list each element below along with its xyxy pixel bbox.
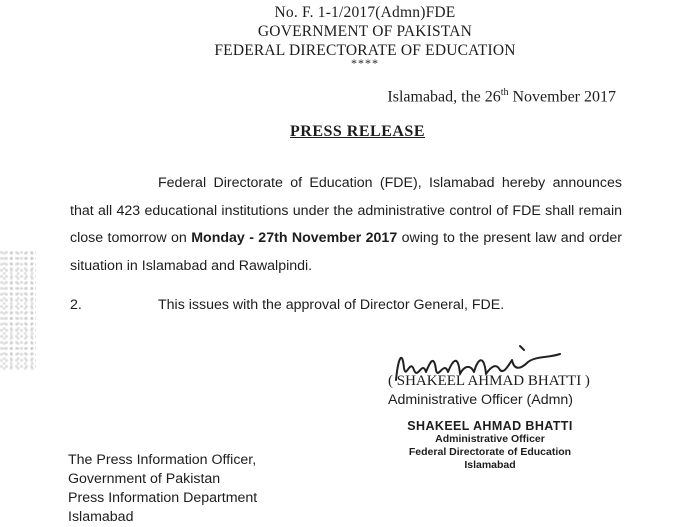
recipient-line-4: Islamabad (68, 509, 134, 525)
government-heading: GOVERNMENT OF PAKISTAN (257, 23, 473, 40)
dateline-suffix: th (500, 87, 509, 98)
reference-number: No. F. 1-1/2017(Admn)FDE (274, 4, 456, 21)
paragraph-1-date: Monday - 27th November 2017 (191, 230, 398, 246)
signatory-name: ( SHAKEEL AHMAD BHATTI ) (388, 373, 590, 389)
directorate-heading: FEDERAL DIRECTORATE OF EDUCATION (214, 42, 516, 59)
paragraph-2-text: This issues with the approval of Director General, FDE. (158, 297, 505, 313)
dateline-prefix: Islamabad, the 26 (387, 88, 501, 106)
header-ornament: **** (351, 56, 379, 70)
signatory-role: Administrative Officer (Admn) (388, 392, 574, 408)
official-stamp (400, 420, 580, 472)
stamp-line-1: Administrative Officer (435, 433, 545, 445)
stamp-line-3: Islamabad (464, 459, 516, 471)
recipient-line-2: Government of Pakistan (68, 471, 221, 487)
stamp-line-2: Federal Directorate of Education (408, 446, 572, 458)
paragraph-1-text-end: owing to the present law and order situation in Islamabad and Rawalpindi. (70, 230, 622, 274)
recipient-address (68, 451, 257, 527)
stamp-name: SHAKEEL AHMAD BHATTI (407, 419, 573, 433)
dateline (387, 87, 616, 106)
paragraph-2-number: 2. (70, 297, 82, 313)
recipient-line-3: Press Information Department (68, 490, 258, 506)
recipient-line-1: The Press Information Officer, (68, 452, 257, 468)
scan-noise (0, 250, 36, 370)
document-title: PRESS RELEASE (290, 123, 425, 140)
paragraph-1 (70, 170, 622, 280)
paragraph-1-text: Federal Directorate of Education (FDE), Islamabad hereby announces that all 423 educational institutions under the administrative control of FDE shall remain close tomorrow on (70, 175, 622, 246)
dateline-rest: November 2017 (508, 88, 616, 106)
